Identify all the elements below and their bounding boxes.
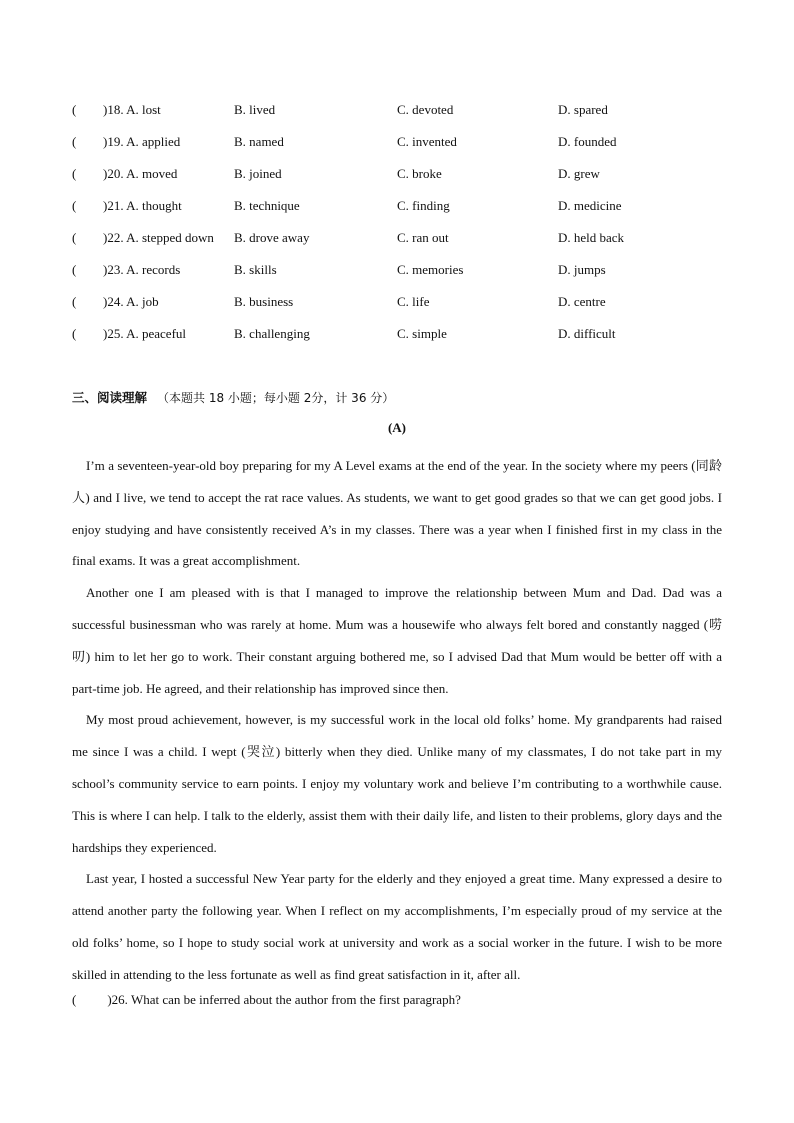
option-a: )19. A. applied	[103, 134, 181, 149]
option-b: B. challenging	[234, 326, 310, 341]
option-row-24	[72, 293, 732, 325]
option-c: C. devoted	[397, 102, 454, 117]
option-c: C. life	[397, 294, 430, 309]
option-row-19	[72, 133, 732, 165]
section-note: （本题共 18 小题；每小题 2分，计 36 分）	[157, 391, 395, 405]
reading-passage	[72, 450, 722, 991]
question-26	[72, 992, 461, 1008]
option-c: C. ran out	[397, 230, 449, 245]
option-c: C. finding	[397, 198, 450, 213]
answer-blank: (	[72, 102, 77, 117]
passage-paragraph: Another one I am pleased with is that I managed to improve the relationship between Mum and Dad. Dad was a successful businessman who was rarely at home. Mum was a housewife who always felt bored and constantly nagged (唠叨) him to let her go to work. Their constant arguing bothered me, so I advised Dad that Mum would be better off with a part-time job. He agreed, and their relationship has improved since then.	[72, 585, 722, 696]
option-b: B. business	[234, 294, 294, 309]
option-c: C. simple	[397, 326, 447, 341]
option-b: B. skills	[234, 262, 277, 277]
option-row-25	[72, 325, 732, 357]
passage-paragraph: My most proud achievement, however, is my successful work in the local old folks’ home. My grandparents had raised me since I was a child. I wept (哭泣) bitterly when they died. Unlike many of my classmates, I do not take part in my school’s community service to earn points. I enjoy my voluntary work and believe I’m contributing to a worthwhile cause. This is where I can help. I talk to the elderly, assist them with their daily life, and listen to their problems, glory days and the hardships they experienced.	[72, 712, 722, 855]
answer-blank: (	[72, 166, 77, 181]
option-c: C. invented	[397, 134, 457, 149]
option-c: C. memories	[397, 262, 464, 277]
option-a: )23. A. records	[103, 262, 181, 277]
passage-label: (A)	[387, 420, 407, 435]
option-row-22	[72, 229, 732, 261]
option-c: C. broke	[397, 166, 442, 181]
option-d: D. founded	[558, 134, 617, 149]
option-row-20	[72, 165, 732, 197]
answer-blank: (	[72, 294, 77, 309]
option-b: B. named	[234, 134, 284, 149]
cloze-options-list	[72, 101, 732, 357]
option-a: )24. A. job	[103, 294, 159, 309]
option-b: B. technique	[234, 198, 300, 213]
answer-blank: (	[72, 198, 77, 213]
option-a: )20. A. moved	[103, 166, 178, 181]
option-d: D. jumps	[558, 262, 606, 277]
option-row-18	[72, 101, 732, 133]
option-d: D. medicine	[558, 198, 622, 213]
section-heading	[72, 388, 394, 406]
option-row-23	[72, 261, 732, 293]
answer-blank: (	[72, 326, 77, 341]
option-a: )22. A. stepped down	[103, 230, 214, 245]
option-a: )18. A. lost	[103, 102, 161, 117]
option-b: B. drove away	[234, 230, 310, 245]
option-a: )25. A. peaceful	[103, 326, 187, 341]
option-b: B. lived	[234, 102, 276, 117]
option-d: D. spared	[558, 102, 608, 117]
answer-blank: (	[72, 262, 77, 277]
option-b: B. joined	[234, 166, 282, 181]
option-row-21	[72, 197, 732, 229]
option-a: )21. A. thought	[103, 198, 182, 213]
answer-blank: (	[72, 134, 77, 149]
answer-blank: (	[72, 992, 77, 1007]
option-d: D. held back	[558, 230, 625, 245]
question-text: )26. What can be inferred about the author from the first paragraph?	[107, 992, 461, 1007]
section-title: 三、阅读理解	[72, 390, 148, 405]
option-d: D. grew	[558, 166, 600, 181]
option-d: D. centre	[558, 294, 606, 309]
passage-paragraph: I’m a seventeen-year-old boy preparing for my A Level exams at the end of the year. In the society where my peers (同龄人) and I live, we tend to accept the rat race values. As students, we want to get good grades so that we can get good jobs. I enjoy studying and have consistently received A’s in my classes. There was a year when I finished first in my class in the final exams. It was a great accomplishment.	[72, 458, 722, 569]
passage-paragraph: Last year, I hosted a successful New Year party for the elderly and they enjoyed a great time. Many expressed a desire to attend another party the following year. When I reflect on my accomplishments, I’m especially proud of my service at the old folks’ home, so I hope to study social work at university and work as a social worker in the future. I wish to be more skilled in attending to the less fortunate as well as find great satisfaction in it, after all.	[72, 871, 722, 982]
answer-blank: (	[72, 230, 77, 245]
option-d: D. difficult	[558, 326, 616, 341]
